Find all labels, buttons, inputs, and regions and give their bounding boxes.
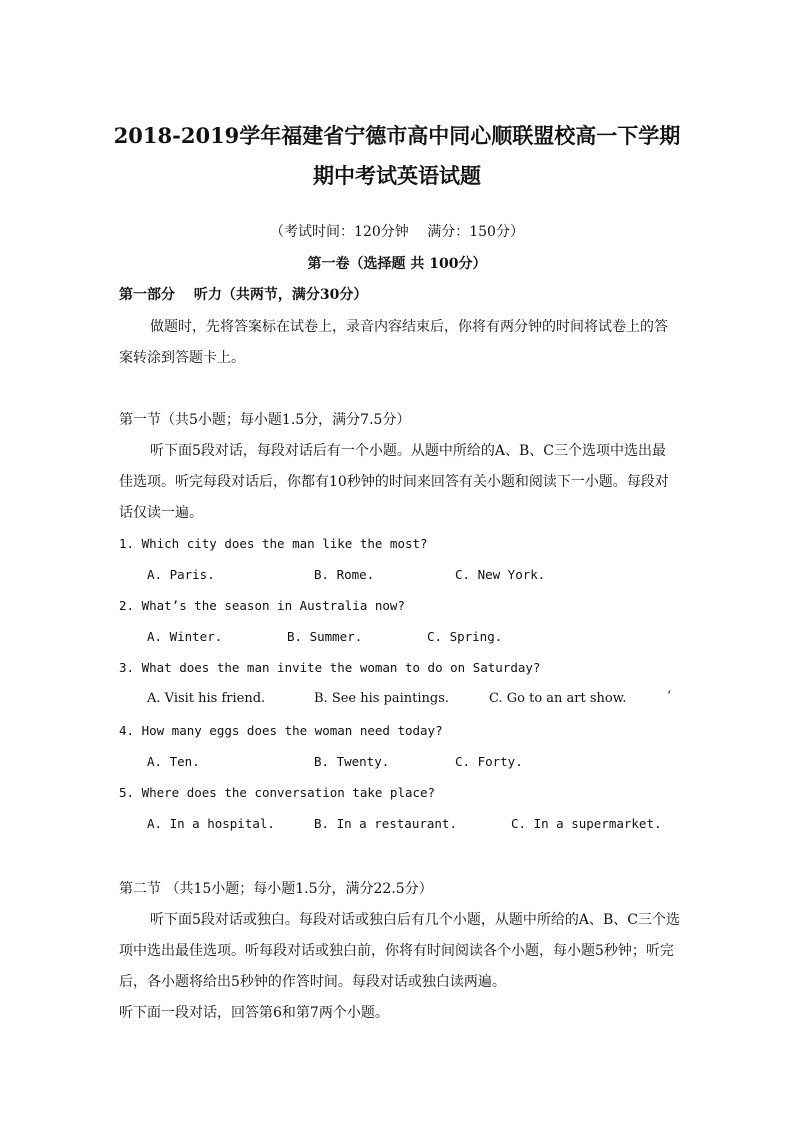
question-2-option-c: C. Spring. — [427, 629, 503, 644]
question-2-option-a: A. Winter. — [147, 629, 223, 644]
question-3: 3. What does the man invite the woman to do on Saturday? — [119, 660, 541, 675]
question-1: 1. Which city does the man like the most? — [119, 536, 428, 551]
part1-heading: 第一部分 听力（共两节，满分30分） — [119, 287, 368, 303]
section2-instruction-line-3: 后，各小题将给出5秒钟的作答时间。每段对话或独白读两遍。 — [119, 974, 506, 990]
part1-instruction-line-1: 做题时，先将答案标在试卷上，录音内容结束后，你将有两分钟的时间将试卷上的答 — [150, 319, 668, 335]
question-5-option-c: C. In a supermarket. — [511, 816, 662, 831]
section1-heading: 第一节（共5小题；每小题1.5分，满分7.5分） — [119, 412, 411, 428]
question-2-option-b: B. Summer. — [287, 629, 363, 644]
part1-instruction-line-2: 案转涂到答题卡上。 — [119, 350, 245, 366]
question-5-option-b: B. In a restaurant. — [314, 816, 457, 831]
question-3-option-b: B. See his paintings. — [314, 691, 450, 706]
stray-quote-mark: ‘ — [667, 689, 672, 704]
question-3-option-c: C. Go to an art show. — [489, 691, 627, 706]
question-1-option-c: C. New York. — [455, 567, 546, 582]
section2-instruction-line-2: 项中选出最佳选项。听每段对话或独白前，你将有时间阅读各个小题，每小题5秒钟；听完 — [119, 943, 674, 959]
volume-title: 第一卷（选择题 共 100分） — [307, 256, 487, 272]
question-5: 5. Where does the conversation take place? — [119, 785, 436, 800]
question-4: 4. How many eggs does the woman need today? — [119, 723, 443, 738]
exam-title-line-1: 2018-2019学年福建省宁德市高中同心顺联盟校高一下学期 — [113, 123, 681, 148]
question-4-option-a: A. Ten. — [147, 754, 200, 769]
exam-title-line-2: 期中考试英语试题 — [313, 163, 481, 188]
question-1-option-b: B. Rome. — [314, 567, 375, 582]
question-4-option-b: B. Twenty. — [314, 754, 390, 769]
section2-instruction-line-1: 听下面5段对话或独白。每段对话或独白后有几个小题，从题中所给的A、B、C三个选 — [150, 912, 681, 928]
section2-dialogue-intro: 听下面一段对话，回答第6和第7两个小题。 — [119, 1005, 389, 1021]
question-4-option-c: C. Forty. — [455, 754, 523, 769]
section1-instruction-line-1: 听下面5段对话，每段对话后有一个小题。从题中所给的A、B、C三个选项中选出最 — [150, 443, 667, 459]
section1-instruction-line-2: 佳选项。听完每段对话后，你都有10秒钟的时间来回答有关小题和阅读下一小题。每段对 — [119, 474, 669, 490]
question-2: 2. What’s the season in Australia now? — [119, 598, 405, 613]
question-3-option-a: A. Visit his friend. — [147, 691, 266, 706]
question-1-option-a: A. Paris. — [147, 567, 215, 582]
section1-instruction-line-3: 话仅读一遍。 — [119, 505, 203, 521]
exam-info: （考试时间：120分钟 满分：150分） — [270, 224, 524, 240]
question-5-option-a: A. In a hospital. — [147, 816, 275, 831]
section2-heading: 第二节 （共15小题；每小题1.5分，满分22.5分） — [119, 881, 433, 897]
